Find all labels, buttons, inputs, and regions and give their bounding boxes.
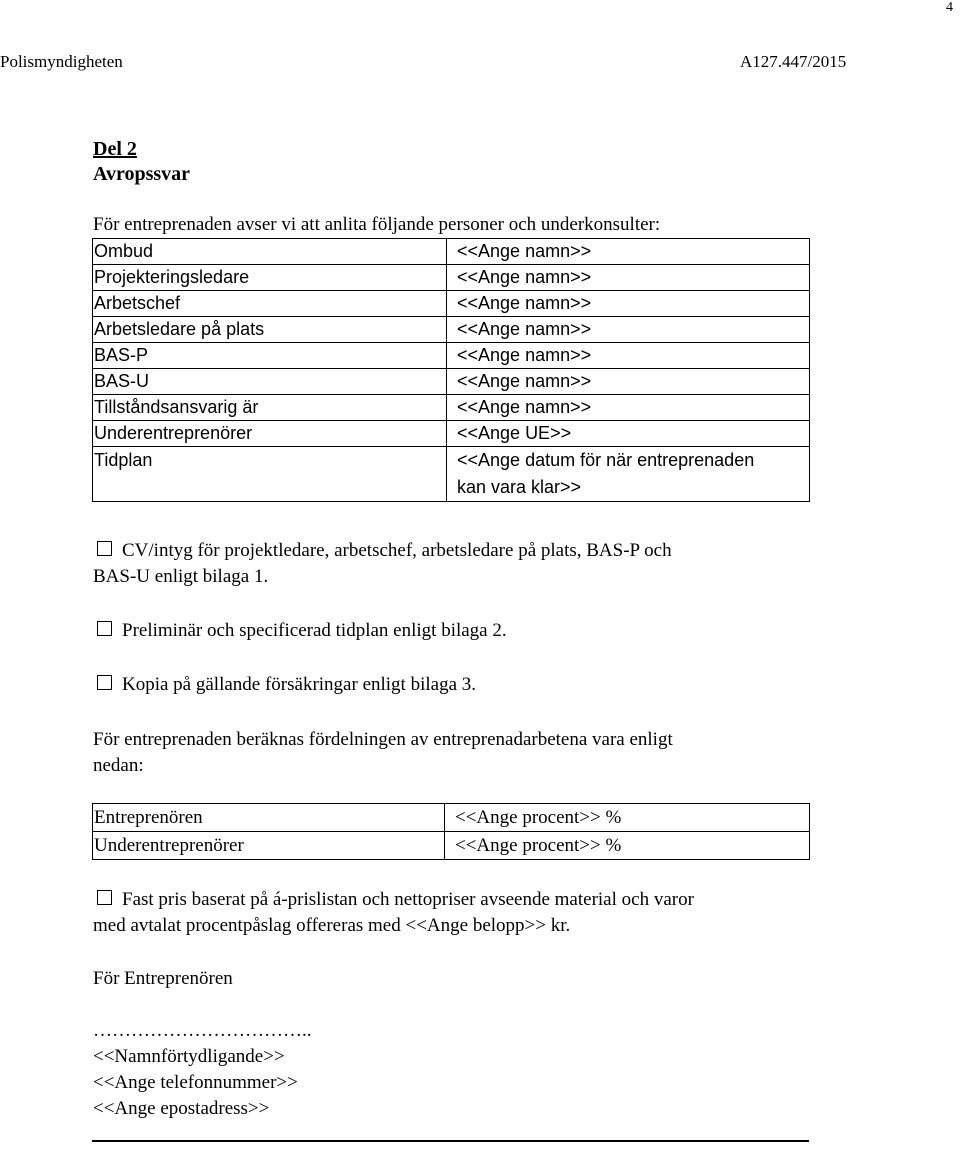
name-placeholder-field[interactable]: <<Ange namn>> [447, 265, 810, 291]
header-organization: Polismyndigheten [0, 52, 123, 71]
schedule-placeholder-line: kan vara klar>> [457, 477, 582, 497]
role-cell: BAS-P [93, 343, 447, 369]
table-row [93, 804, 810, 832]
checklist-item-label: Preliminär och specificerad tidplan enligt bilaga 2. [122, 620, 507, 641]
checkbox[interactable] [97, 675, 112, 690]
schedule-placeholder-line: <<Ange datum för när entreprenaden [457, 450, 755, 470]
checklist-item-insurance [97, 672, 476, 698]
page-number: 4 [946, 0, 953, 15]
party-cell: Entreprenören [93, 804, 445, 832]
role-cell: Arbetschef [93, 291, 447, 317]
section-title: Del 2 [93, 138, 137, 160]
intro-text: För entreprenaden avser vi att anlita följande personer och underkonsulter: [93, 214, 661, 235]
name-placeholder-field[interactable]: <<Ange namn>> [447, 239, 810, 265]
table-row [93, 421, 810, 447]
checkbox[interactable] [97, 541, 112, 556]
role-cell: Ombud [93, 239, 447, 265]
table-row [93, 239, 810, 265]
role-cell: BAS-U [93, 369, 447, 395]
checkbox[interactable] [97, 621, 112, 636]
table-row [93, 832, 810, 860]
table-row [93, 447, 810, 502]
table-row [93, 317, 810, 343]
roles-table [92, 238, 810, 502]
party-cell: Underentreprenörer [93, 832, 445, 860]
role-cell: Underentreprenörer [93, 421, 447, 447]
subcontractor-placeholder-field[interactable]: <<Ange UE>> [447, 421, 810, 447]
name-placeholder-field[interactable]: <<Ange namn>> [447, 395, 810, 421]
distribution-text-continuation: nedan: [93, 755, 144, 776]
checklist-item-label: CV/intyg för projektledare, arbetschef, arbetsledare på plats, BAS-P och [122, 540, 672, 561]
signature-heading: För Entreprenören [93, 968, 233, 989]
role-cell: Tillståndsansvarig är [93, 395, 447, 421]
percent-placeholder-field[interactable]: <<Ange procent>> % [445, 832, 810, 860]
signature-name-field[interactable]: <<Namnförtydligande>> [93, 1046, 285, 1067]
checklist-item-cv [97, 538, 672, 564]
schedule-placeholder-field[interactable] [447, 447, 810, 502]
signature-dotted-line: …………………………….. [93, 1020, 312, 1041]
checklist-item-label: Kopia på gällande försäkringar enligt bilaga 3. [122, 674, 477, 695]
checkbox[interactable] [97, 890, 112, 905]
table-row [93, 343, 810, 369]
role-cell: Tidplan [93, 447, 447, 502]
price-text: Fast pris baserat på á-prislistan och nettopriser avseende material och varor [122, 889, 694, 910]
role-cell: Arbetsledare på plats [93, 317, 447, 343]
section-subtitle: Avropssvar [93, 163, 191, 185]
role-cell: Projekteringsledare [93, 265, 447, 291]
distribution-text: För entreprenaden beräknas fördelningen av entreprenadarbetena vara enligt [93, 729, 673, 750]
table-row [93, 369, 810, 395]
name-placeholder-field[interactable]: <<Ange namn>> [447, 369, 810, 395]
name-placeholder-field[interactable]: <<Ange namn>> [447, 317, 810, 343]
checklist-item-fixed-price [97, 887, 694, 913]
header-reference-number: A127.447/2015 [740, 52, 847, 71]
footer-divider [92, 1140, 809, 1142]
distribution-table [92, 803, 810, 860]
signature-email-field[interactable]: <<Ange epostadress>> [93, 1098, 270, 1119]
price-text-continuation: med avtalat procentpåslag offereras med <<Ange belopp>> kr. [93, 915, 571, 936]
name-placeholder-field[interactable]: <<Ange namn>> [447, 343, 810, 369]
table-row [93, 291, 810, 317]
name-placeholder-field[interactable]: <<Ange namn>> [447, 291, 810, 317]
checklist-item-continuation: BAS-U enligt bilaga 1. [93, 566, 269, 587]
table-row [93, 395, 810, 421]
table-row [93, 265, 810, 291]
percent-placeholder-field[interactable]: <<Ange procent>> % [445, 804, 810, 832]
checklist-item-schedule [97, 618, 507, 644]
signature-phone-field[interactable]: <<Ange telefonnummer>> [93, 1072, 298, 1093]
